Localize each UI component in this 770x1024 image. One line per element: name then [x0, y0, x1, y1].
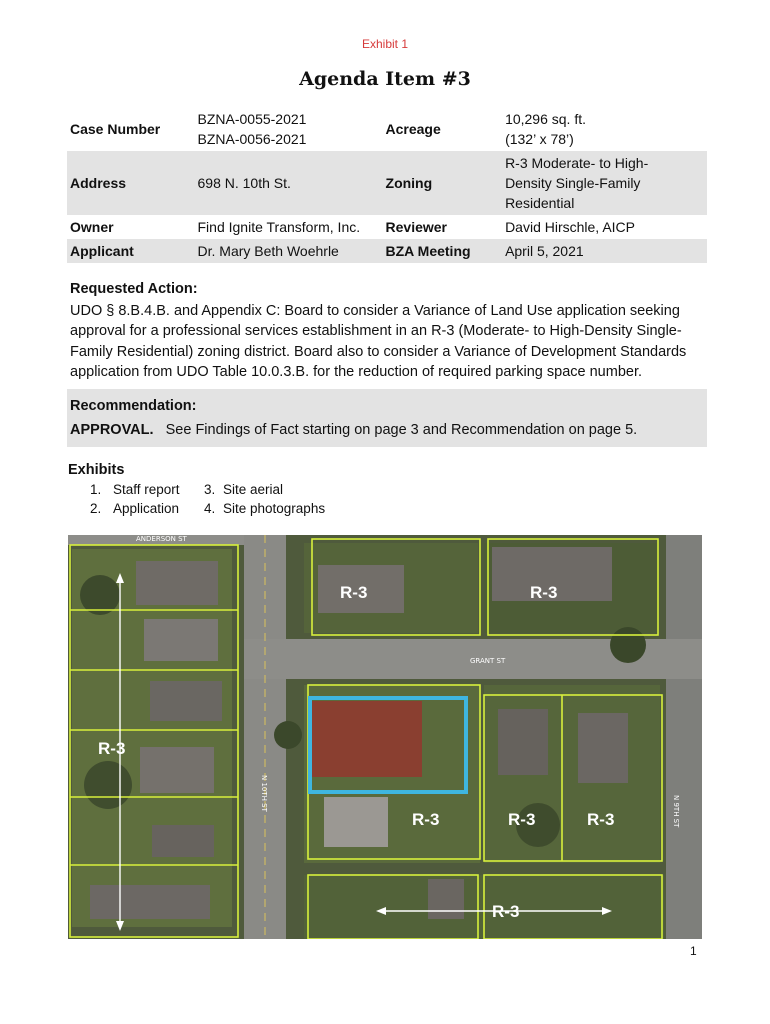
zone-label: R-3 [412, 810, 440, 829]
address-label: Address [67, 151, 195, 215]
exhibit-num: 4. [204, 501, 216, 516]
exhibit-num: 2. [90, 501, 102, 516]
zone-label: R-3 [587, 810, 615, 829]
case-info-table [67, 107, 707, 263]
zoning-value [502, 151, 707, 215]
recommendation-text: See Findings of Fact starting on page 3 and Recommendation on page 5. [165, 422, 638, 438]
case-number-label: Case Number [70, 121, 161, 137]
street-label-grant: GRANT ST [470, 657, 506, 665]
acreage-label: Acreage [385, 121, 441, 137]
case-number-1: BZNA-0055-2021 [197, 111, 307, 127]
applicant-value: Dr. Mary Beth Woehrle [195, 239, 383, 263]
bza-meeting-label: BZA Meeting [383, 239, 503, 263]
road-9th-st [666, 535, 702, 939]
requested-action-text [70, 301, 710, 382]
zone-label: R-3 [98, 739, 126, 758]
exhibit-num: 1. [90, 482, 102, 497]
exhibit-num: 3. [204, 482, 216, 497]
requested-action-line: approval for a professional services establishment in an R-3 (Moderate- to High-Density Single- [70, 323, 682, 340]
recommendation-line [70, 422, 637, 438]
acreage-value [502, 107, 707, 151]
bza-meeting-value: April 5, 2021 [502, 239, 707, 263]
zone-label: R-3 [508, 810, 536, 829]
exhibit-item: Site aerial [223, 482, 284, 497]
zone-label: R-3 [492, 902, 520, 921]
address-value: 698 N. 10th St. [195, 151, 383, 215]
exhibit-item: Site photographs [223, 501, 326, 516]
zone-label: R-3 [340, 583, 368, 602]
subject-building-roof [312, 701, 422, 777]
street-label-10th: N 10TH ST [260, 775, 268, 812]
applicant-label: Applicant [67, 239, 195, 263]
owner-label: Owner [70, 219, 114, 235]
street-label-9th: N 9TH ST [672, 795, 680, 828]
table-row [67, 215, 707, 239]
exhibit-item: Staff report [113, 482, 180, 497]
owner-value: Find Ignite Transform, Inc. [197, 219, 361, 235]
exhibit-item: Application [113, 501, 180, 516]
reviewer-value: David Hirschle, AICP [505, 219, 635, 235]
page-title: Agenda Item #3 [299, 68, 471, 90]
exhibit-label: Exhibit 1 [361, 37, 409, 51]
requested-action-line: application from UDO Table 10.0.3.B. for the reduction of required parking space number. [70, 363, 642, 380]
street-label-anderson: ANDERSON ST [136, 535, 187, 543]
acreage-dims: (132’ x 78’) [505, 131, 574, 147]
requested-action-line: UDO § 8.B.4.B. and Appendix C: Board to consider a Variance of Land Use application seeking [70, 303, 680, 319]
zoning-line-3: Residential [505, 195, 575, 211]
zone-label: R-3 [530, 583, 558, 602]
requested-action-label: Requested Action: [70, 281, 198, 297]
reviewer-label: Reviewer [385, 219, 447, 235]
case-number-value [195, 107, 383, 151]
case-number-2: BZNA-0056-2021 [197, 131, 307, 147]
recommendation-decision: APPROVAL. [70, 422, 154, 438]
recommendation-label: Recommendation: [70, 398, 197, 414]
page-number: 1 [690, 944, 697, 958]
requested-action-line: Family Residential) zoning district. Board also to consider a Variance of Development Standards [70, 343, 687, 360]
table-row [67, 107, 707, 151]
site-aerial-map [68, 535, 702, 939]
exhibits-label: Exhibits [68, 462, 125, 478]
zoning-line-1: R-3 Moderate- to High- [505, 155, 649, 171]
table-row [67, 151, 707, 215]
table-row [67, 239, 707, 263]
zoning-line-2: Density Single-Family [505, 175, 641, 191]
zoning-label: Zoning [383, 151, 503, 215]
acreage-sqft: 10,296 sq. ft. [505, 111, 587, 127]
